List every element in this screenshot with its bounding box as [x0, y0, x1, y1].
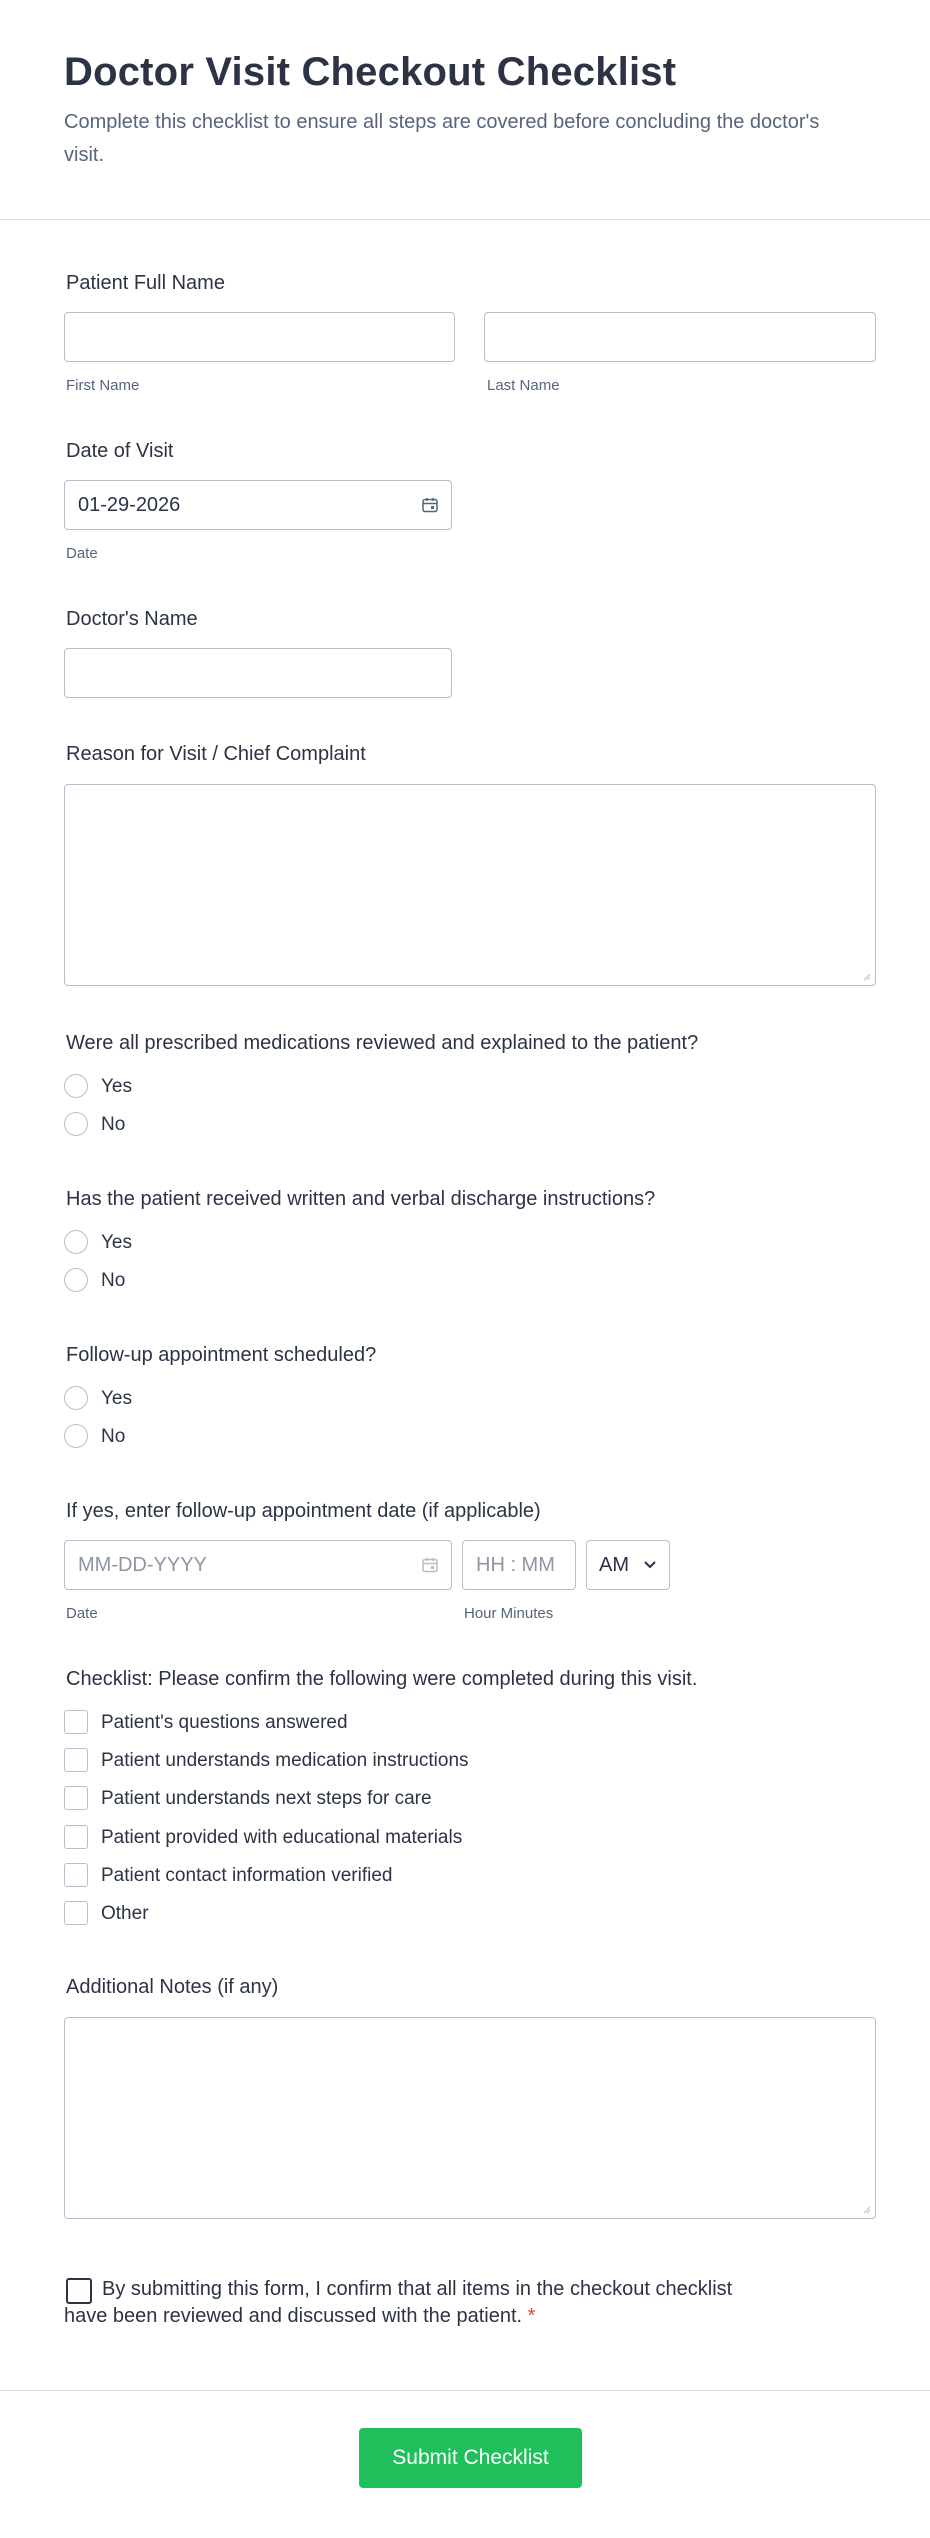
patient-name-label: Patient Full Name — [66, 272, 225, 294]
confirm-checkbox[interactable] — [66, 2278, 92, 2304]
confirm-text-line1[interactable]: By submitting this form, I confirm that all items in the checkout checklist — [102, 2278, 733, 2300]
medications-no-label[interactable]: No — [101, 1114, 126, 1135]
checklist-item-label[interactable]: Patient contact information verified — [101, 1865, 393, 1886]
submit-button[interactable]: Submit Checklist — [359, 2428, 582, 2488]
checklist-checkbox-materials[interactable] — [64, 1825, 88, 1849]
discharge-yes-radio[interactable] — [64, 1230, 88, 1254]
discharge-no-radio[interactable] — [64, 1268, 88, 1292]
followup-date-sublabel: Date — [66, 1605, 98, 1622]
followup-time-sublabel: Hour Minutes — [464, 1605, 554, 1622]
visit-date-value: 01-29-2026 — [78, 493, 181, 516]
resize-handle-icon[interactable] — [863, 2206, 871, 2214]
checklist-item-label[interactable]: Patient understands medication instructions — [101, 1750, 469, 1771]
medications-yes-label[interactable]: Yes — [101, 1076, 132, 1097]
followup-no-radio[interactable] — [64, 1424, 88, 1448]
reason-label: Reason for Visit / Chief Complaint — [66, 743, 366, 765]
checklist-checkbox-other[interactable] — [64, 1901, 88, 1925]
followup-yes-label[interactable]: Yes — [101, 1388, 132, 1409]
checklist-checkbox-next-steps[interactable] — [64, 1786, 88, 1810]
checklist-item-label[interactable]: Other — [101, 1903, 149, 1924]
chevron-down-icon — [643, 1560, 657, 1570]
followup-question-label: Follow-up appointment scheduled? — [66, 1344, 377, 1366]
notes-textarea[interactable] — [64, 2017, 876, 2219]
medications-yes-radio[interactable] — [64, 1074, 88, 1098]
checklist-item-label[interactable]: Patient provided with educational materials — [101, 1827, 463, 1848]
calendar-icon[interactable] — [421, 496, 439, 514]
confirm-text-line2-label: have been reviewed and discussed with the patient. — [64, 2305, 523, 2327]
required-asterisk: * — [527, 2305, 536, 2327]
discharge-no-label[interactable]: No — [101, 1270, 126, 1291]
discharge-question-label: Has the patient received written and verbal discharge instructions? — [66, 1188, 656, 1210]
ampm-value: AM — [599, 1554, 629, 1576]
first-name-sublabel: First Name — [66, 377, 140, 394]
checklist-item-label[interactable]: Patient understands next steps for care — [101, 1788, 432, 1809]
visit-date-sublabel: Date — [66, 545, 98, 562]
reason-textarea[interactable] — [64, 784, 876, 986]
notes-label: Additional Notes (if any) — [66, 1976, 279, 1998]
last-name-sublabel: Last Name — [487, 377, 560, 394]
header-divider — [0, 219, 930, 220]
doctor-name-label: Doctor's Name — [66, 608, 198, 630]
followup-time-placeholder: HH : MM — [476, 1553, 555, 1576]
followup-yes-radio[interactable] — [64, 1386, 88, 1410]
medications-no-radio[interactable] — [64, 1112, 88, 1136]
followup-date-placeholder: MM-DD-YYYY — [78, 1553, 207, 1576]
followup-date-label: If yes, enter follow-up appointment date (if applicable) — [66, 1500, 541, 1522]
medications-question-label: Were all prescribed medications reviewed and explained to the patient? — [66, 1032, 699, 1054]
checklist-checkbox-questions[interactable] — [64, 1710, 88, 1734]
followup-no-label[interactable]: No — [101, 1426, 126, 1447]
confirm-text-line2[interactable] — [64, 2305, 535, 2328]
last-name-input[interactable] — [484, 312, 876, 362]
calendar-icon[interactable] — [421, 1556, 439, 1574]
resize-handle-icon[interactable] — [863, 973, 871, 981]
doctor-name-input[interactable] — [64, 648, 452, 698]
followup-date-input[interactable] — [64, 1540, 452, 1590]
ampm-select[interactable] — [586, 1540, 670, 1590]
checklist-item-label[interactable]: Patient's questions answered — [101, 1712, 348, 1733]
visit-date-label: Date of Visit — [66, 440, 174, 462]
form-title: Doctor Visit Checkout Checklist — [64, 50, 677, 94]
first-name-input[interactable] — [64, 312, 455, 362]
discharge-yes-label[interactable]: Yes — [101, 1232, 132, 1253]
checklist-label: Checklist: Please confirm the following were completed during this visit. — [66, 1668, 698, 1690]
checklist-checkbox-contact[interactable] — [64, 1863, 88, 1887]
footer-divider — [0, 2390, 930, 2391]
visit-date-input[interactable] — [64, 480, 452, 530]
checklist-checkbox-medication[interactable] — [64, 1748, 88, 1772]
followup-time-input[interactable] — [462, 1540, 576, 1590]
form-subtitle: Complete this checklist to ensure all steps are covered before concluding the doctor's visit. — [64, 111, 820, 166]
